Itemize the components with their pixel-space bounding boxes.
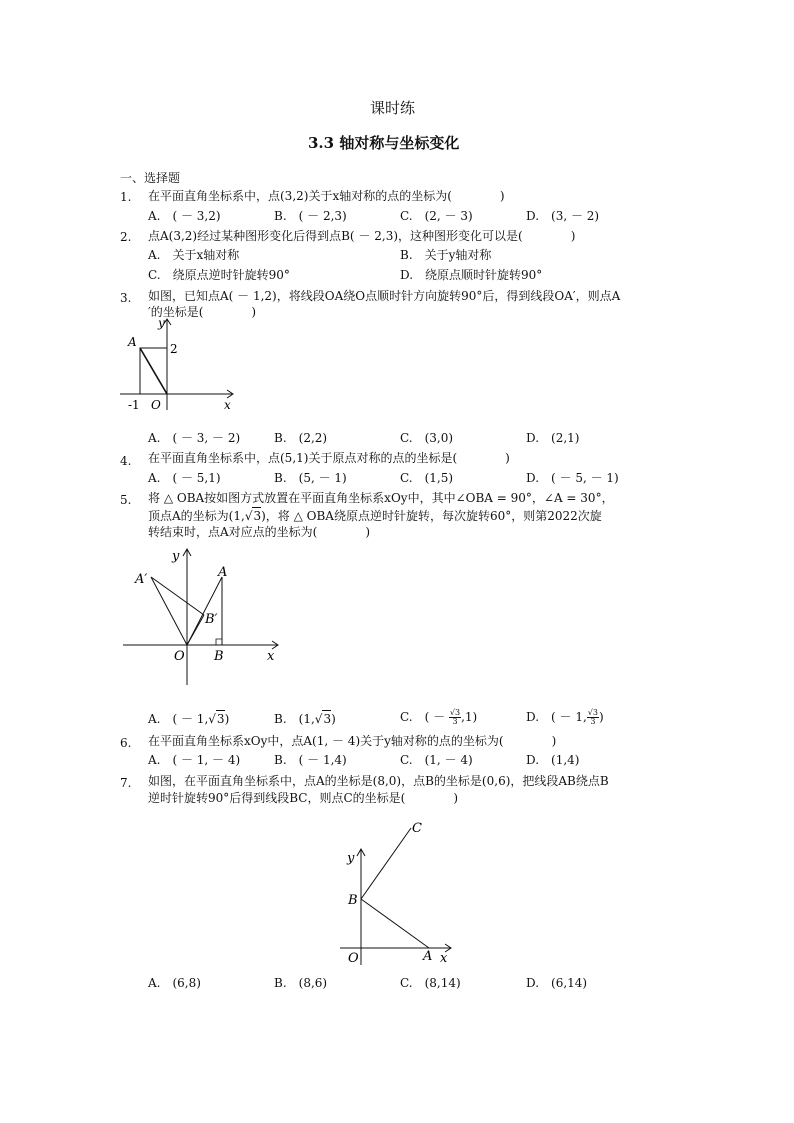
option-a bbox=[148, 710, 229, 727]
question-text-cont: ′的坐标是( ) bbox=[148, 305, 257, 319]
label-b: B bbox=[348, 893, 358, 908]
right-angle-mark bbox=[216, 639, 222, 645]
option-pre: (1, bbox=[298, 712, 315, 726]
option-a: A. ( － 3, － 2) bbox=[148, 431, 241, 445]
option-post: ) bbox=[331, 712, 336, 726]
option-c bbox=[400, 706, 477, 728]
option-post: ,1) bbox=[461, 710, 478, 724]
label-o: O bbox=[348, 951, 359, 966]
sqrt-sign: √ bbox=[208, 712, 216, 726]
label-c: C bbox=[412, 821, 422, 836]
option-post: ) bbox=[599, 710, 604, 724]
option-d bbox=[526, 706, 604, 728]
question-text: 在平面直角坐标系中，点(3,2)关于x轴对称的点的坐标为( ) bbox=[148, 189, 505, 203]
question-text-cont: 逆时针旋转90°后得到线段BC，则点C的坐标是( ) bbox=[148, 791, 459, 805]
label-a-prime: A′ bbox=[135, 572, 148, 587]
figure-q5 bbox=[118, 545, 288, 690]
fraction-numerator: √3 bbox=[587, 708, 598, 717]
question-text: 如图，在平面直角坐标系中，点A的坐标是(8,0)，点B的坐标是(0,6)，把线段AB绕点B bbox=[148, 774, 609, 788]
segment-ab bbox=[361, 899, 429, 948]
option-a: A. ( － 5,1) bbox=[148, 471, 221, 485]
label-a: A bbox=[423, 949, 433, 964]
option-b bbox=[274, 710, 336, 727]
option-c: C. (1,5) bbox=[400, 471, 454, 485]
question-number: 1. bbox=[120, 190, 132, 204]
option-b: B. 关于y轴对称 bbox=[400, 248, 492, 262]
option-a: A. (6,8) bbox=[148, 976, 201, 990]
option-c: C. (1, － 4) bbox=[400, 753, 473, 767]
label-y: y bbox=[158, 316, 165, 330]
option-b: B. (2,2) bbox=[274, 431, 328, 445]
option-c: C. (3,0) bbox=[400, 431, 454, 445]
label-a: A bbox=[218, 565, 228, 580]
fraction bbox=[587, 709, 599, 726]
question-number: 2. bbox=[120, 230, 132, 244]
question-text: 将 △ OBA按如图方式放置在平面直角坐标系xOy中，其中∠OBA = 90°，∠A = 30°， bbox=[148, 491, 614, 505]
page-title: 课时练 bbox=[370, 99, 416, 117]
option-b: B. (5, － 1) bbox=[274, 471, 347, 485]
question-number: 3. bbox=[120, 291, 132, 305]
question-number: 4. bbox=[120, 454, 132, 468]
option-pre: ( － bbox=[424, 710, 449, 724]
segment-oa-prime bbox=[151, 577, 187, 645]
sqrt-sign: √ bbox=[314, 712, 323, 726]
segment-ob-prime bbox=[187, 615, 204, 645]
option-d: D. (6,14) bbox=[526, 976, 588, 990]
figure-q3 bbox=[115, 315, 245, 415]
option-d: D. (3, － 2) bbox=[526, 209, 600, 223]
sqrt-value: 3 bbox=[216, 712, 225, 726]
option-label: B. bbox=[274, 712, 287, 726]
text-part: )，将 △ OBA绕原点逆时针旋转，每次旋转60°，则第2022次旋 bbox=[261, 509, 602, 523]
text-part: 顶点A的坐标为(1, bbox=[148, 509, 245, 523]
option-label: D. bbox=[526, 710, 540, 724]
label-2: 2 bbox=[170, 342, 178, 356]
fraction-numerator: √3 bbox=[449, 708, 461, 717]
section-heading: 一、选择题 bbox=[120, 171, 181, 185]
option-a: A. ( － 3,2) bbox=[148, 209, 221, 223]
segment-a-prime-b-prime bbox=[151, 577, 204, 615]
sqrt-value: 3 bbox=[592, 708, 598, 717]
option-c: C. (2, － 3) bbox=[400, 209, 473, 223]
option-post: ) bbox=[224, 712, 230, 726]
option-a: A. 关于x轴对称 bbox=[148, 248, 240, 262]
option-d: D. (2,1) bbox=[526, 431, 580, 445]
question-text-cont: 转结束时，点A对应点的坐标为( ) bbox=[148, 525, 371, 539]
option-c: C. (8,14) bbox=[400, 976, 461, 990]
fraction bbox=[449, 709, 461, 726]
sqrt-sign: √ bbox=[244, 509, 253, 523]
option-d: D. (1,4) bbox=[526, 753, 580, 767]
sqrt-value: 3 bbox=[253, 509, 262, 523]
label-o: O bbox=[174, 649, 185, 664]
sqrt-value: 3 bbox=[323, 712, 332, 726]
segment-oa bbox=[140, 348, 167, 394]
label-y: y bbox=[172, 549, 180, 564]
question-text-cont bbox=[148, 507, 602, 524]
question-number: 5. bbox=[120, 493, 132, 507]
question-text: 如图，已知点A( － 1,2)，将线段OA绕O点顺时针方向旋转90°后，得到线段OA′，则点A bbox=[148, 289, 621, 303]
option-d: D. ( － 5, － 1) bbox=[526, 471, 619, 485]
label-x: x bbox=[267, 649, 275, 664]
label-neg1: -1 bbox=[128, 398, 140, 412]
fraction-denominator: 3 bbox=[452, 717, 458, 726]
option-c: C. 绕原点逆时针旋转90° bbox=[148, 268, 290, 282]
label-y: y bbox=[347, 851, 355, 866]
figure-q7 bbox=[335, 815, 465, 970]
option-d: D. 绕原点顺时针旋转90° bbox=[400, 268, 543, 282]
fraction-denominator: 3 bbox=[590, 717, 596, 726]
question-text: 在平面直角坐标系xOy中，点A(1, － 4)关于y轴对称的点的坐标为( ) bbox=[148, 734, 557, 748]
sqrt-value: 3 bbox=[455, 708, 461, 717]
label-o: O bbox=[151, 398, 161, 412]
option-b: B. ( － 1,4) bbox=[274, 753, 347, 767]
label-b-prime: B′ bbox=[205, 612, 218, 627]
label-b: B bbox=[214, 649, 224, 664]
option-b: B. (8,6) bbox=[274, 976, 328, 990]
question-text: 点A(3,2)经过某种图形变化后得到点B( － 2,3)，这种图形变化可以是( ) bbox=[148, 229, 576, 243]
label-a: A bbox=[128, 335, 137, 349]
question-number: 6. bbox=[120, 736, 132, 750]
label-x: x bbox=[440, 951, 448, 966]
question-number: 7. bbox=[120, 776, 132, 790]
question-text: 在平面直角坐标系中，点(5,1)关于原点对称的点的坐标是( ) bbox=[148, 451, 510, 465]
segment-bc bbox=[361, 828, 411, 899]
lesson-subtitle: 3.3 轴对称与坐标变化 bbox=[308, 134, 460, 152]
label-x: x bbox=[224, 398, 231, 412]
option-label: C. bbox=[400, 710, 413, 724]
option-b: B. ( － 2,3) bbox=[274, 209, 347, 223]
option-pre: ( － 1, bbox=[172, 712, 209, 726]
option-a: A. ( － 1, － 4) bbox=[148, 753, 241, 767]
option-label: A. bbox=[148, 712, 161, 726]
option-pre: ( － 1, bbox=[551, 710, 587, 724]
